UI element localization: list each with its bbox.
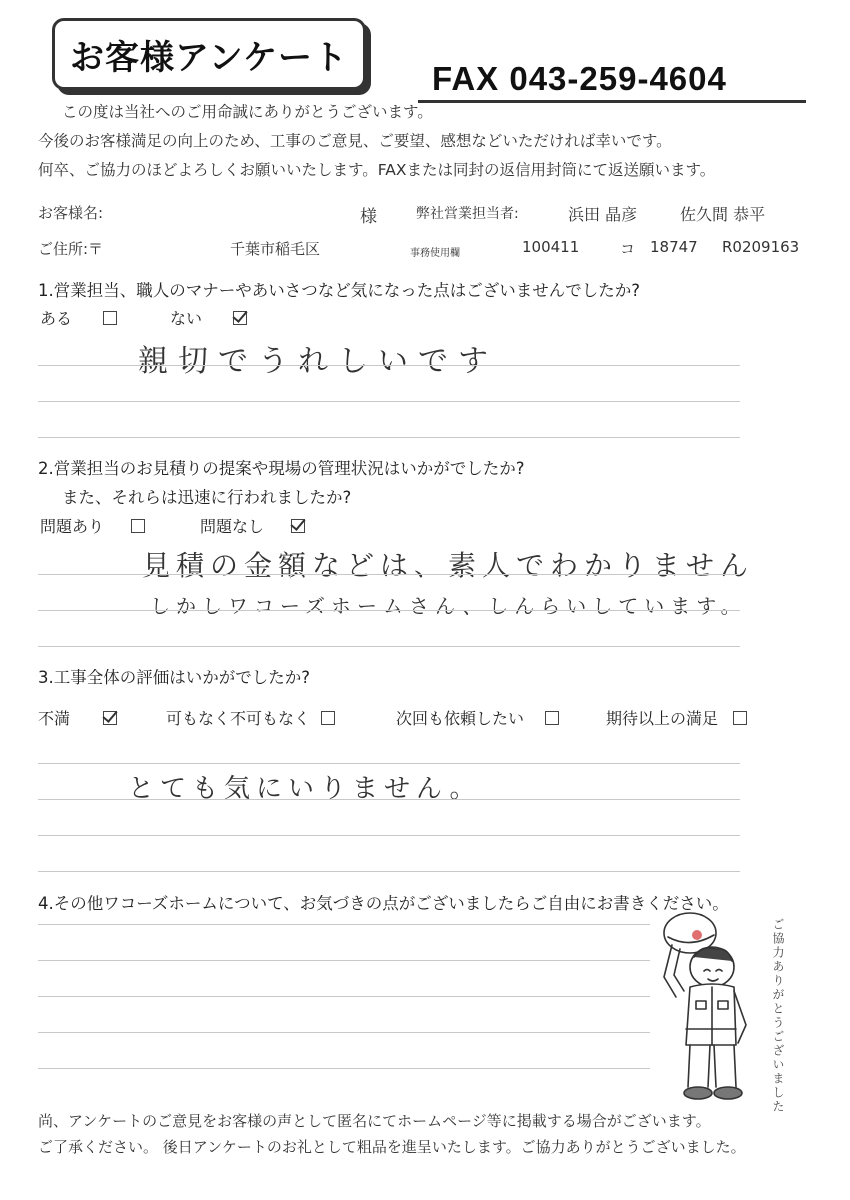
side-thanks-vertical: ご協力ありがとうございました [771,918,785,1114]
address-label: ご住所:〒 [38,240,104,258]
answer-line [38,1032,650,1033]
office-use-label: 事務使用欄 [410,248,460,259]
rep-name-1: 浜田 晶彦 [568,205,638,224]
answer-line [38,1068,650,1069]
footer-line-1: 尚、アンケートのご意見をお客様の声として匿名にてホームページ等に掲載する場合がございます。 [38,1112,711,1130]
survey-title: お客様アンケート [70,37,348,78]
answer-line [38,799,740,800]
q3-option-neutral[interactable] [166,706,335,729]
office-code-2: 18747 [650,238,698,256]
fax-underline [418,100,806,103]
answer-line [38,996,650,997]
q2-answer-line-2: しかしワコーズホームさん、しんらいしています。 [150,594,747,618]
checkbox-checked[interactable] [103,711,117,725]
intro-line-1: この度は当社へのご用命誠にありがとうございます。 [62,103,433,121]
footer-line-2: ご了承ください。 後日アンケートのお礼として粗品を進呈いたします。ご協力ありがとうございました。 [38,1138,746,1156]
answer-line [38,610,740,611]
checkbox[interactable] [103,311,117,325]
checkbox[interactable] [131,519,145,533]
checkbox[interactable] [321,711,335,725]
answer-line [38,574,740,575]
answer-line [38,924,650,925]
rep-name-2: 佐久間 恭平 [680,205,766,224]
office-code-1: 100411 [522,238,580,256]
q1-option-label: ある [40,309,73,328]
customer-sama: 様 [360,207,377,227]
q2-answer-line-1: 見積の金額などは、素人でわかりません [142,549,755,582]
answer-line [38,763,740,764]
q1-option-label: ない [170,309,203,328]
q3-option-exceeded[interactable] [606,706,747,729]
q1-option-nai[interactable] [170,306,247,329]
q3-option-label: 次回も依頼したい [396,709,525,728]
q2-option-issue[interactable] [40,514,145,537]
checkbox[interactable] [545,711,559,725]
q2-question-sub: また、それらは迅速に行われましたか? [62,488,352,507]
q1-option-aru[interactable] [40,306,117,329]
q3-option-dissatisfied[interactable] [38,706,117,729]
worker-mascot-illustration [650,905,760,1110]
address-value: 千葉市稲毛区 [230,240,321,258]
office-code-3: R0209163 [722,238,800,256]
q2-question: 2.営業担当のお見積りの提案や現場の管理状況はいかがでしたか? [38,459,525,478]
intro-line-2: 今後のお客様満足の向上のため、工事のご意見、ご要望、感想などいただければ幸いです。 [38,132,672,150]
q3-question: 3.工事全体の評価はいかがでしたか? [38,668,311,687]
checkbox-checked[interactable] [291,519,305,533]
rep-label: 弊社営業担当者: [416,206,519,222]
q3-option-label: 可もなく不可もなく [166,709,311,728]
fax-number: FAX 043-259-4604 [432,60,727,97]
q3-option-request-again[interactable] [396,706,559,729]
q4-question: 4.その他ワコーズホームについて、お気づきの点がございましたらご自由にお書きください。 [38,894,729,913]
q3-option-label: 期待以上の満足 [606,709,719,728]
q1-question: 1.営業担当、職人のマナーやあいさつなど気になった点はございませんでしたか? [38,281,641,300]
survey-title-box [52,18,366,90]
answer-line [38,871,740,872]
answer-line [38,401,740,402]
checkbox-checked[interactable] [233,311,247,325]
answer-line [38,646,740,647]
q2-option-label: 問題なし [200,517,265,536]
answer-line [38,960,650,961]
q3-option-label: 不満 [38,709,71,728]
answer-line [38,365,740,366]
customer-name-label: お客様名: [38,204,104,222]
q2-option-no-issue[interactable] [200,514,305,537]
q1-answer: 親切でうれしいです [138,344,498,379]
intro-line-3: 何卒、ご協力のほどよろしくお願いいたします。FAXまたは同封の返信用封筒にて返送願います。 [38,161,716,179]
q2-option-label: 問題あり [40,517,105,536]
answer-line [38,835,740,836]
q3-answer: とても気にいりません。 [128,774,482,804]
answer-line [38,437,740,438]
checkbox[interactable] [733,711,747,725]
office-code-mark: コ [620,240,636,258]
